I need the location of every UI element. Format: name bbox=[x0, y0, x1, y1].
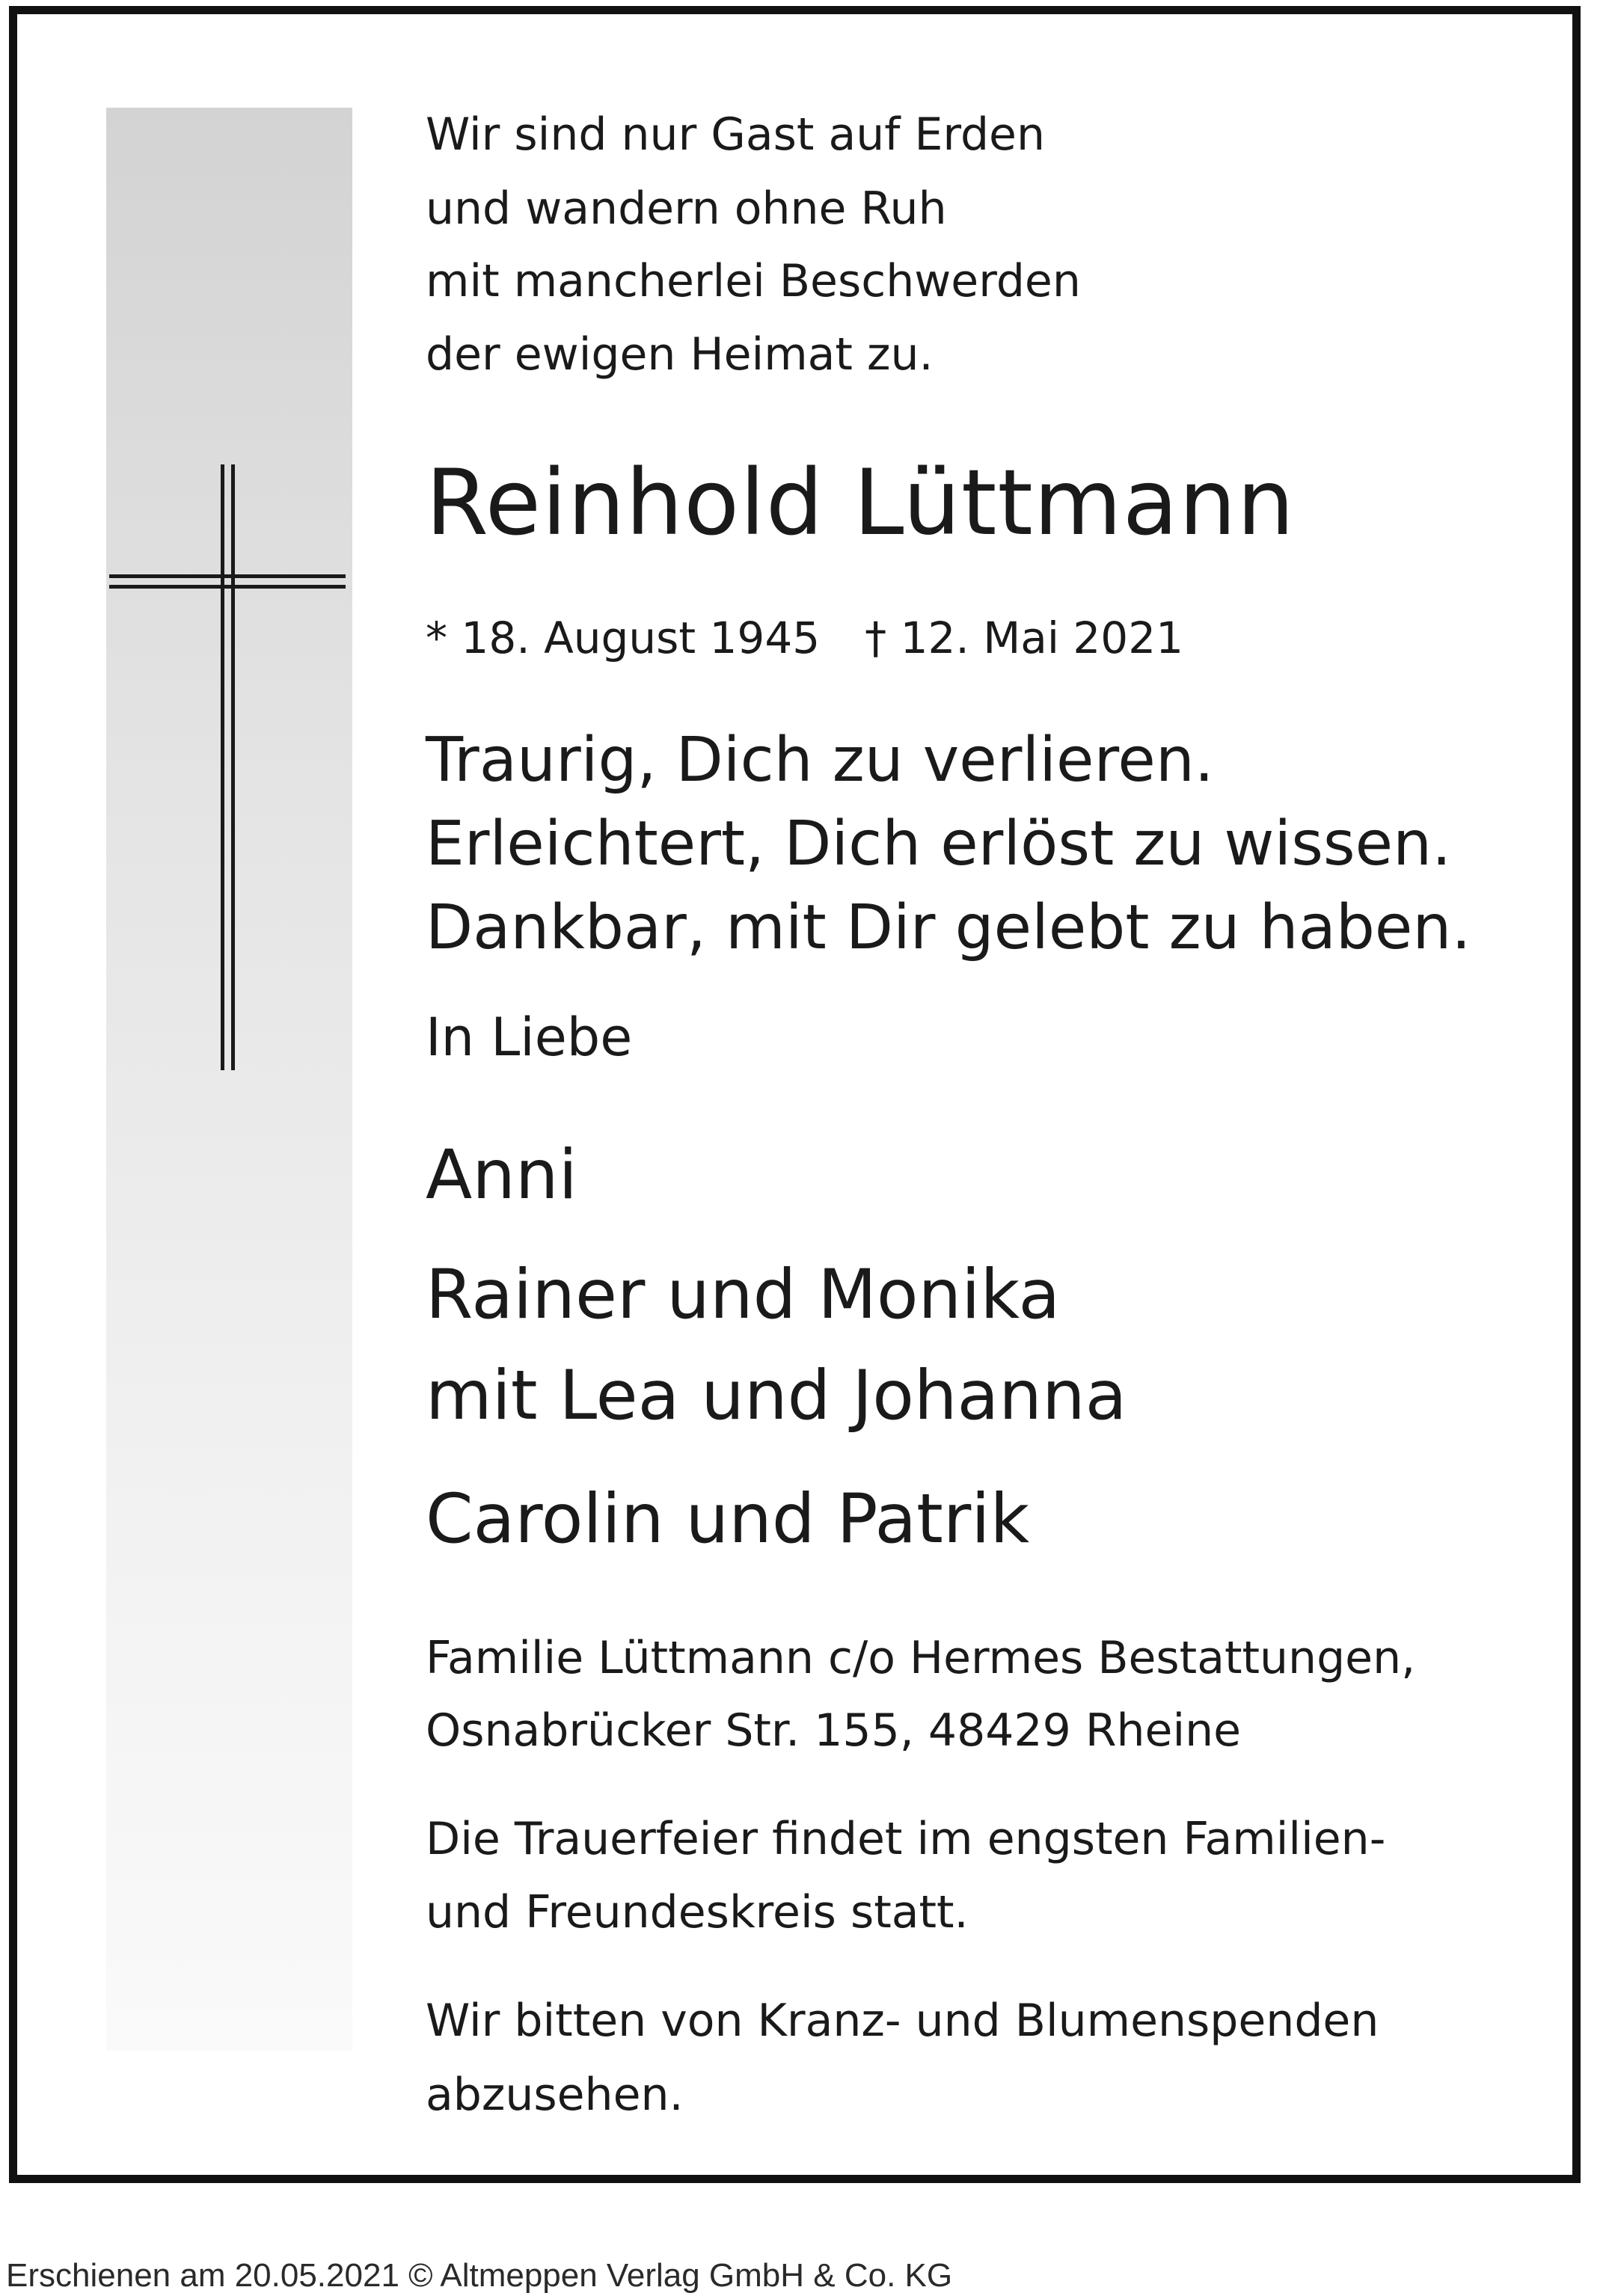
mourner-name: Rainer und Monika bbox=[426, 1256, 1061, 1334]
poem-line: Wir sind nur Gast auf Erden bbox=[426, 108, 1045, 161]
address-line: Osnabrücker Str. 155, 48429 Rheine bbox=[426, 1704, 1242, 1757]
donation-line: abzusehen. bbox=[426, 2069, 684, 2121]
mourner-name: Anni bbox=[426, 1136, 577, 1215]
obituary-frame bbox=[9, 6, 1581, 2183]
mourner-name: mit Lea und Johanna bbox=[426, 1357, 1127, 1435]
donation-line: Wir bitten von Kranz- und Blumenspenden bbox=[426, 1995, 1379, 2047]
poem-line: und wandern ohne Ruh bbox=[426, 182, 947, 235]
ceremony-line: Die Trauerfeier findet im engsten Familien- bbox=[426, 1813, 1386, 1865]
life-dates bbox=[426, 613, 1183, 663]
death-date: † 12. Mai 2021 bbox=[865, 613, 1183, 663]
address-line: Familie Lüttmann c/o Hermes Bestattungen, bbox=[426, 1632, 1416, 1684]
poem-line: der ewigen Heimat zu. bbox=[426, 328, 934, 381]
ceremony-line: und Freundeskreis statt. bbox=[426, 1886, 969, 1939]
gray-side-strip bbox=[106, 108, 352, 2051]
motto-line: Traurig, Dich zu verlieren. bbox=[426, 725, 1214, 796]
publication-footer: Erschienen am 20.05.2021 © Altmeppen Verlag GmbH & Co. KG bbox=[6, 2257, 953, 2294]
mourner-name: Carolin und Patrik bbox=[426, 1480, 1030, 1559]
poem-line: mit mancherlei Beschwerden bbox=[426, 255, 1081, 307]
birth-date: * 18. August 1945 bbox=[426, 613, 821, 663]
cross-icon bbox=[109, 464, 346, 1070]
motto-line: Erleichtert, Dich erlöst zu wissen. bbox=[426, 808, 1452, 880]
motto-line: Dankbar, mit Dir gelebt zu haben. bbox=[426, 892, 1471, 963]
in-love-label: In Liebe bbox=[426, 1007, 633, 1068]
deceased-name: Reinhold Lüttmann bbox=[426, 450, 1296, 556]
